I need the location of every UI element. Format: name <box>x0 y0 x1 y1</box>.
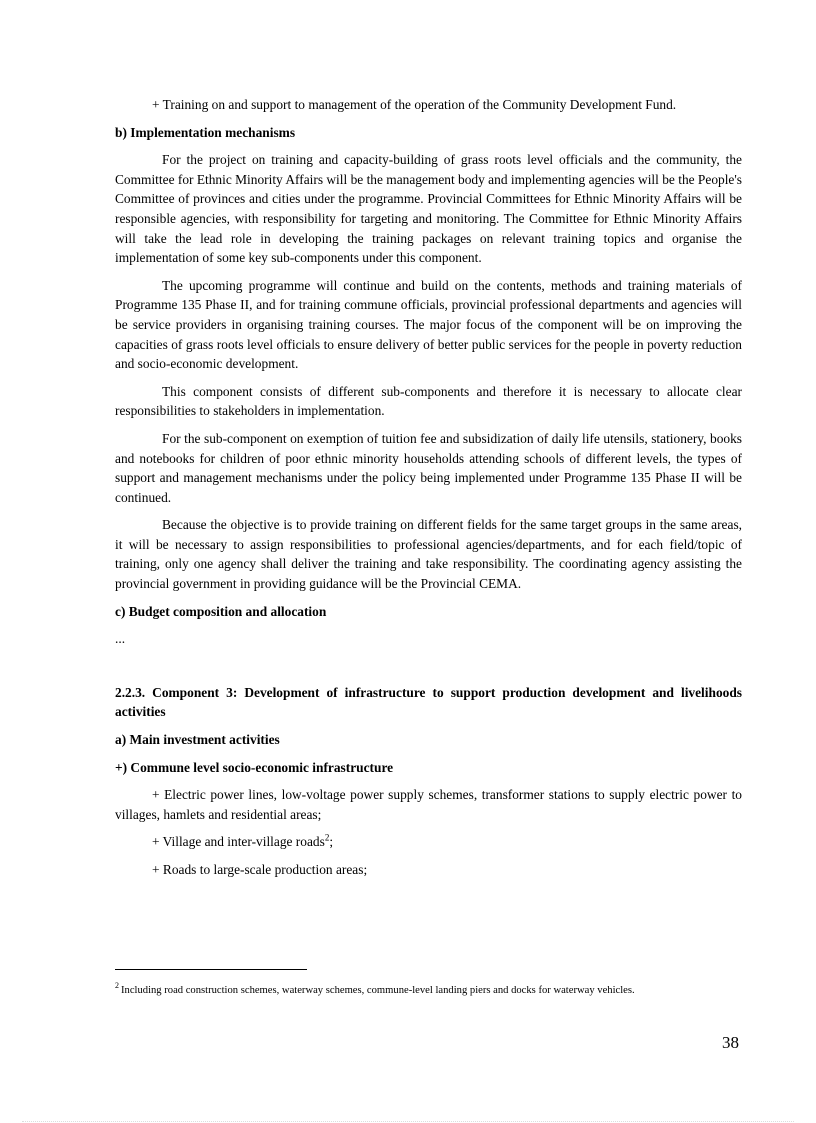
footnote-text: Including road construction schemes, waterway schemes, commune-level landing piers and docks for waterway vehicles. <box>121 985 635 996</box>
paragraph-component-consists: This component consists of different sub-components and therefore it is necessary to allocate clear responsibilities to stakeholders in implementation. <box>115 383 742 419</box>
heading-implementation-mechanisms: b) Implementation mechanisms <box>115 124 296 140</box>
heading-commune-infrastructure: +) Commune level socio-economic infrastructure <box>115 759 394 775</box>
footnote-reference[interactable]: 2 <box>324 832 330 843</box>
page-number: 38 <box>722 1033 739 1052</box>
bullet-production-roads: + Roads to large-scale production areas; <box>152 862 368 877</box>
bullet-electric-power: + Electric power lines, low-voltage power supply schemes, transformer stations to supply electric power to villages, hamlets and residential areas; <box>115 787 742 822</box>
paragraph-project-training: For the project on training and capacity-building of grass roots level officials and the community, the Committee for Ethnic Minority Affairs will be the management body and implementing agencies will be the People's Committee of provinces and cities under the programme. Provincial Committees for Ethnic Minority Affairs will be responsible agencies, with responsibility for targeting and monitoring. The Committee for Ethnic Minority Affairs will take the lead role in developing the training packages on relevant training topics and organise the implementation of some key sub-components under this component. <box>115 152 742 266</box>
body-content <box>115 95 742 888</box>
footnote <box>115 981 725 1000</box>
bullet-village-roads-end: ; <box>329 834 334 850</box>
paragraph-sub-component-exemption: For the sub-component on exemption of tuition fee and subsidization of daily life utensils, stationery, books and notebooks for children of poor ethnic minority households attending schools of different levels, the types of support and management mechanisms under the policy being implemented under Programme 135 Phase II will be continued. <box>115 430 742 505</box>
paragraph-upcoming-programme: The upcoming programme will continue and build on the contents, methods and training materials of Programme 135 Phase II, and for training commune officials, provincial professional departments and agencies will be service providers in organising training courses. The major focus of the component will be on improving the capacities of grass roots level officials to ensure delivery of better public services for the people in poverty reduction and socio-economic development. <box>115 277 742 372</box>
paragraph-objective: Because the objective is to provide training on different fields for the same target groups in the same areas, it will be necessary to assign responsibilities to professional agencies/departments, and for each field/topic of training, only one agency shall deliver the training and take responsibility. The coordinating agency assisting the provincial government in providing guidance will be the Provincial CEMA. <box>115 517 742 592</box>
heading-budget-composition: c) Budget composition and allocation <box>115 603 327 619</box>
footnote-separator <box>115 969 307 970</box>
bullet-village-roads <box>115 832 742 852</box>
page-bottom-border <box>22 1121 794 1122</box>
heading-component-3: 2.2.3. Component 3: Development of infrastructure to support production development and livelihoods activities <box>115 684 742 720</box>
bullet-training-cdf: + Training on and support to management of the operation of the Community Development Fund. <box>152 97 677 112</box>
footnote-number: 2 <box>115 981 119 991</box>
heading-main-investment: a) Main investment activities <box>115 732 280 748</box>
bullet-village-roads-text: + Village and inter-village roads <box>152 834 325 850</box>
ellipsis: ... <box>115 631 126 647</box>
